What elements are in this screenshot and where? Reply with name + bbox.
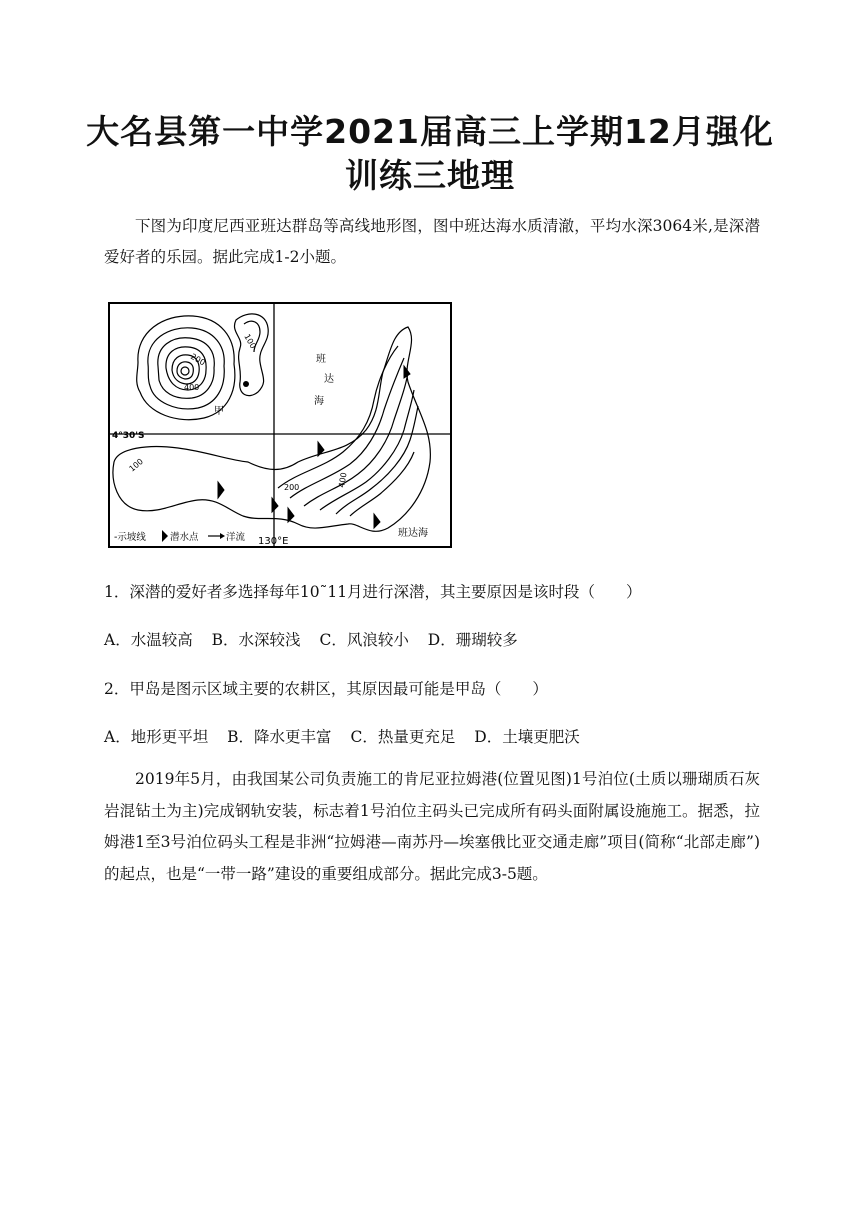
contour-map [108, 302, 452, 548]
q2-option-a: A．地形更平坦 [104, 728, 209, 746]
question-2-stem: 2．甲岛是图示区域主要的农耕区，其原因最可能是甲岛（ ） [104, 680, 548, 698]
sea-label-char-2: 达 [324, 374, 334, 385]
contour-label-200-a: 200 [189, 351, 207, 368]
sea-label-bottom: 班达海 [398, 528, 428, 539]
island-label: 甲 [214, 406, 224, 417]
document-title-line2: 训练三地理 [345, 156, 515, 195]
latitude-label: 4°30'S [112, 431, 145, 441]
question-2-options [104, 725, 594, 747]
contour-label-200-b: 200 [284, 483, 300, 492]
contour-label-100-a: 100 [242, 332, 258, 351]
q1-option-b: B．水深较浅 [211, 631, 301, 649]
legend-dive: 潜水点 [170, 532, 199, 543]
contour-label-400-b: 400 [337, 471, 349, 489]
legend-current: 洋流 [226, 532, 246, 543]
q1-option-c: C．风浪较小 [319, 631, 409, 649]
intro-paragraph: 下图为印度尼西亚班达群岛等高线地形图，图中班达海水质清澈，平均水深3064米,是深潜爱好者的乐园。据此完成1-2小题。 [104, 217, 760, 266]
legend-contour: -示坡线 [114, 532, 146, 543]
q2-option-b: B．降水更丰富 [227, 728, 332, 746]
contour-label-400-a: 400 [184, 383, 200, 392]
passage-2: 2019年5月，由我国某公司负责施工的肯尼亚拉姆港(位置见图)1号泊位(土质以珊瑚质石灰岩混钻土为主)完成钢轨安装，标志着1号泊位主码头已完成所有码头面附属设施施工。据悉，拉姆港1至3号泊位码头工程是非洲“拉姆港—南苏丹—埃塞俄比亚交通走廊”项目(简称“北部走廊”)的起点，也是“一带一路”建设的重要组成部分。据此完成3-5题。 [104, 770, 760, 883]
q1-option-a: A．水温较高 [104, 631, 193, 649]
contour-label-100-b: 100 [127, 456, 145, 474]
question-1-options [104, 628, 532, 650]
q2-option-c: C．热量更充足 [350, 728, 456, 746]
sea-label-char-1: 班 [316, 354, 326, 365]
question-1-stem: 1．深潜的爱好者多选择每年10˜11月进行深潜，其主要原因是该时段（ ） [104, 583, 642, 601]
q1-option-d: D．珊瑚较多 [427, 631, 518, 649]
sea-label-char-3: 海 [314, 396, 324, 407]
map-legend [114, 530, 246, 543]
document-title-line1: 大名县第一中学2021届高三上学期12月强化 [86, 112, 774, 151]
q2-option-d: D．土壤更肥沃 [474, 728, 580, 746]
longitude-label: 130°E [258, 536, 289, 547]
